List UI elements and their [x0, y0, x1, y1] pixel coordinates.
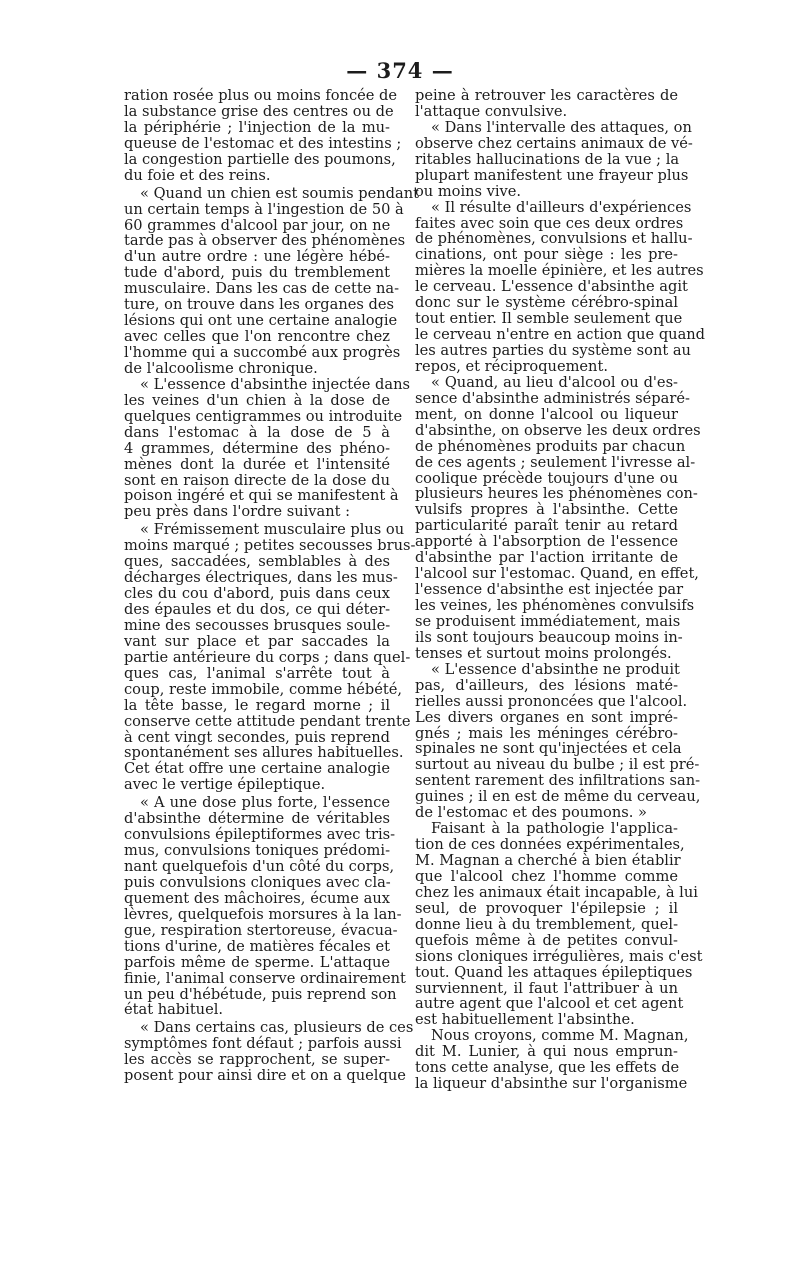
text-line: « Dans certains cas, plusieurs de ces — [140, 1019, 414, 1037]
text-line: l'alcool sur l'estomac. Quand, en effet, — [415, 565, 699, 583]
text-line: lésions qui ont une certaine analogie — [124, 312, 398, 330]
text-line: posent pour ainsi dire et on a quelque — [124, 1067, 406, 1085]
text-line: finie, l'animal conserve ordinairement — [124, 969, 406, 987]
text-line: autre agent que l'alcool et cet agent — [415, 995, 684, 1013]
text-line: ration rosée plus ou moins foncée de — [124, 87, 398, 104]
text-line: rielles aussi prononcées que l'alcool. — [415, 692, 688, 710]
text-line: mine des secousses brusques soule- — [124, 616, 391, 634]
text-line: coolique précède toujours d'une ou — [415, 469, 678, 487]
text-line: peine à retrouver les caractères de — [415, 87, 678, 104]
text-line: apporté à l'absorption de l'essence — [415, 533, 678, 551]
text-line: gue, respiration stertoreuse, évacua- — [124, 921, 398, 939]
text-line: « L'essence d'absinthe ne produit — [431, 660, 680, 678]
text-line: le cerveau. L'essence d'absinthe agit — [415, 278, 688, 296]
text-line: ques cas, l'animal s'arrête tout à — [124, 664, 390, 682]
text-line: de phénomènes produits par chacun — [415, 437, 686, 455]
text-line: le cerveau n'entre en action que quand — [415, 326, 706, 344]
text-line: spontanément ses allures habituelles. — [124, 744, 404, 762]
text-line: spinales ne sont qu'injectées et cela — [415, 740, 682, 758]
text-line: les accès se rapprochent, se super- — [124, 1051, 390, 1069]
text-line: parfois même de sperme. L'attaque — [124, 953, 390, 971]
text-line: vant sur place et par saccades la — [124, 632, 390, 650]
text-line: l'attaque convulsive. — [415, 102, 568, 120]
text-line: musculaire. Dans les cas de cette na- — [124, 280, 400, 298]
text-line: « Il résulte d'ailleurs d'expériences — [431, 198, 692, 216]
left-text-column — [124, 87, 419, 1085]
text-line: la périphérie ; l'injection de la mu- — [124, 118, 390, 136]
text-line: ture, on trouve dans les organes des — [124, 296, 394, 314]
text-line: ou moins vive. — [415, 182, 522, 200]
text-line: « Quand un chien est soumis pendant — [140, 184, 419, 202]
text-line: surviennent, il faut l'attribuer à un — [415, 979, 678, 997]
text-line: « A une dose plus forte, l'essence — [140, 794, 390, 812]
text-line: vulsifs propres à l'absinthe. Cette — [415, 501, 678, 519]
text-line: ment, on donne l'alcool ou liqueur — [415, 405, 678, 423]
text-line: de ces agents ; seulement l'ivresse al- — [415, 453, 696, 471]
text-line: symptômes font défaut ; parfois aussi — [124, 1035, 402, 1053]
text-line: ritables hallucinations de la vue ; la — [415, 150, 680, 168]
text-line: cinations, ont pour siège : les pre- — [415, 246, 678, 264]
text-line: la tête basse, le regard morne ; il — [124, 696, 390, 714]
text-line: tions d'urine, de matières fécales et — [124, 937, 390, 955]
text-line: ques, saccadées, semblables à des — [124, 553, 390, 571]
text-line: partie antérieure du corps ; dans quel- — [124, 648, 411, 666]
text-line: quement des mâchoires, écume aux — [124, 889, 390, 907]
text-line: tout entier. Il semble seulement que — [415, 310, 683, 328]
right-text-column — [415, 87, 706, 1093]
text-line: sentent rarement des infiltrations san- — [415, 772, 701, 790]
text-line: la substance grise des centres ou de — [124, 102, 394, 120]
text-line: « Quand, au lieu d'alcool ou d'es- — [431, 373, 678, 391]
text-line: chez les animaux était incapable, à lui — [415, 883, 698, 901]
text-line: l'essence d'absinthe est injectée par — [415, 581, 684, 599]
text-line: repos, et réciproquement. — [415, 357, 608, 375]
text-line: lèvres, quelquefois morsures à la lan- — [124, 905, 402, 923]
text-line: sence d'absinthe administrés séparé- — [415, 389, 690, 407]
text-line: peu près dans l'ordre suivant : — [124, 503, 351, 521]
text-line: d'absinthe par l'action irritante de — [415, 549, 678, 567]
text-line: de phénomènes, convulsions et hallu- — [415, 230, 693, 248]
text-line: état habituel. — [124, 1001, 224, 1019]
text-line: observe chez certains animaux de vé- — [415, 134, 693, 152]
text-line: sont en raison directe de la dose du — [124, 471, 390, 489]
text-line: tion de ces données expérimentales, — [415, 836, 685, 854]
text-line: la liqueur d'absinthe sur l'organisme — [415, 1075, 688, 1093]
text-line: quefois même à de petites convul- — [415, 931, 678, 949]
text-line: plupart manifestent une frayeur plus — [415, 166, 689, 184]
text-line: les autres parties du système sont au — [415, 342, 691, 359]
text-line: puis convulsions cloniques avec cla- — [124, 873, 391, 891]
text-line: faites avec soin que ces deux ordres — [415, 214, 684, 232]
text-line: M. Magnan a cherché à bien établir — [415, 852, 681, 869]
text-line: cles du cou d'abord, puis dans ceux — [124, 585, 390, 603]
text-line: d'absinthe détermine de véritables — [124, 810, 390, 828]
text-line: sions cloniques irrégulières, mais c'est — [415, 947, 703, 965]
text-line: Les divers organes en sont impré- — [415, 708, 678, 726]
text-line: mus, convulsions toniques prédomi- — [124, 842, 390, 860]
text-line: l'homme qui a succombé aux progrès — [124, 344, 401, 361]
text-line: Cet état offre une certaine analogie — [124, 760, 390, 778]
text-line: Faisant à la pathologie l'applica- — [431, 820, 678, 838]
text-line: mières la moelle épinière, et les autres — [415, 262, 704, 280]
text-line: « L'essence d'absinthe injectée dans — [140, 375, 410, 393]
text-line: queuse de l'estomac et des intestins ; — [124, 134, 402, 152]
text-line: quelques centigrammes ou introduite — [124, 407, 403, 425]
text-line: d'un autre ordre : une légère hébé- — [124, 248, 390, 266]
text-line: tarde pas à observer des phénomènes — [124, 232, 406, 250]
text-line: dans l'estomac à la dose de 5 à — [124, 423, 390, 441]
text-line: la congestion partielle des poumons, — [124, 150, 396, 168]
text-line: décharges électriques, dans les mus- — [124, 569, 398, 587]
text-line: tenses et surtout moins prolongés. — [415, 644, 672, 662]
text-line: convulsions épileptiformes avec tris- — [124, 826, 396, 844]
text-line: se produisent immédiatement, mais — [415, 612, 681, 630]
text-line: de l'estomac et des poumons. » — [415, 804, 647, 822]
text-line: d'absinthe, on observe les deux ordres — [415, 421, 701, 439]
text-line: surtout au niveau du bulbe ; il est pré- — [415, 756, 700, 774]
text-line: des épaules et du dos, ce qui déter- — [124, 601, 390, 618]
text-line: un certain temps à l'ingestion de 50 à — [124, 200, 404, 218]
text-line: les veines, les phénomènes convulsifs — [415, 597, 695, 614]
text-line: coup, reste immobile, comme hébété, — [124, 680, 403, 698]
text-line: est habituellement l'absinthe. — [415, 1011, 635, 1029]
text-line: de l'alcoolisme chronique. — [124, 359, 318, 377]
text-line: conserve cette attitude pendant trente — [124, 712, 411, 730]
text-line: poison ingéré et qui se manifestent à — [124, 487, 399, 505]
text-line: pas, d'ailleurs, des lésions maté- — [415, 676, 678, 694]
text-line: à cent vingt secondes, puis reprend — [124, 728, 390, 746]
text-line: guines ; il en est de même du cerveau, — [415, 788, 701, 806]
text-line: 60 grammes d'alcool par jour, on ne — [124, 216, 391, 234]
text-line: nant quelquefois d'un côté du corps, — [124, 858, 395, 875]
text-line: seul, de provoquer l'épilepsie ; il — [415, 899, 678, 917]
text-line: Nous croyons, comme M. Magnan, — [431, 1027, 689, 1045]
text-line: plusieurs heures les phénomènes con- — [415, 485, 698, 503]
text-line: tude d'abord, puis du tremblement — [124, 264, 390, 282]
text-line: gnés ; mais les méninges cérébro- — [415, 724, 678, 742]
text-line: mènes dont la durée et l'intensité — [124, 455, 390, 473]
text-line: donne lieu à du tremblement, quel- — [415, 915, 678, 933]
text-line: moins marqué ; petites secousses brus- — [124, 537, 416, 555]
text-line: ils sont toujours beaucoup moins in- — [415, 628, 683, 646]
text-line: donc sur le système cérébro-spinal — [415, 294, 678, 312]
page-number: — 374 — — [346, 58, 454, 83]
text-line: particularité paraît tenir au retard — [415, 517, 678, 535]
text-line: avec celles que l'on rencontre chez — [124, 328, 390, 346]
text-line: du foie et des reins. — [124, 166, 271, 184]
text-line: les veines d'un chien à la dose de — [124, 391, 390, 409]
text-line: que l'alcool chez l'homme comme — [415, 867, 678, 885]
text-line: avec le vertige épileptique. — [124, 776, 326, 794]
text-line: « Frémissement musculaire plus ou — [140, 521, 405, 539]
text-line: tons cette analyse, que les effets de — [415, 1059, 680, 1077]
text-line: « Dans l'intervalle des attaques, on — [431, 118, 692, 136]
text-line: dit M. Lunier, à qui nous emprun- — [415, 1043, 678, 1061]
text-line: tout. Quand les attaques épileptiques — [415, 963, 693, 981]
text-line: un peu d'hébétude, puis reprend son — [124, 985, 397, 1003]
text-line: 4 grammes, détermine des phéno- — [124, 439, 390, 457]
